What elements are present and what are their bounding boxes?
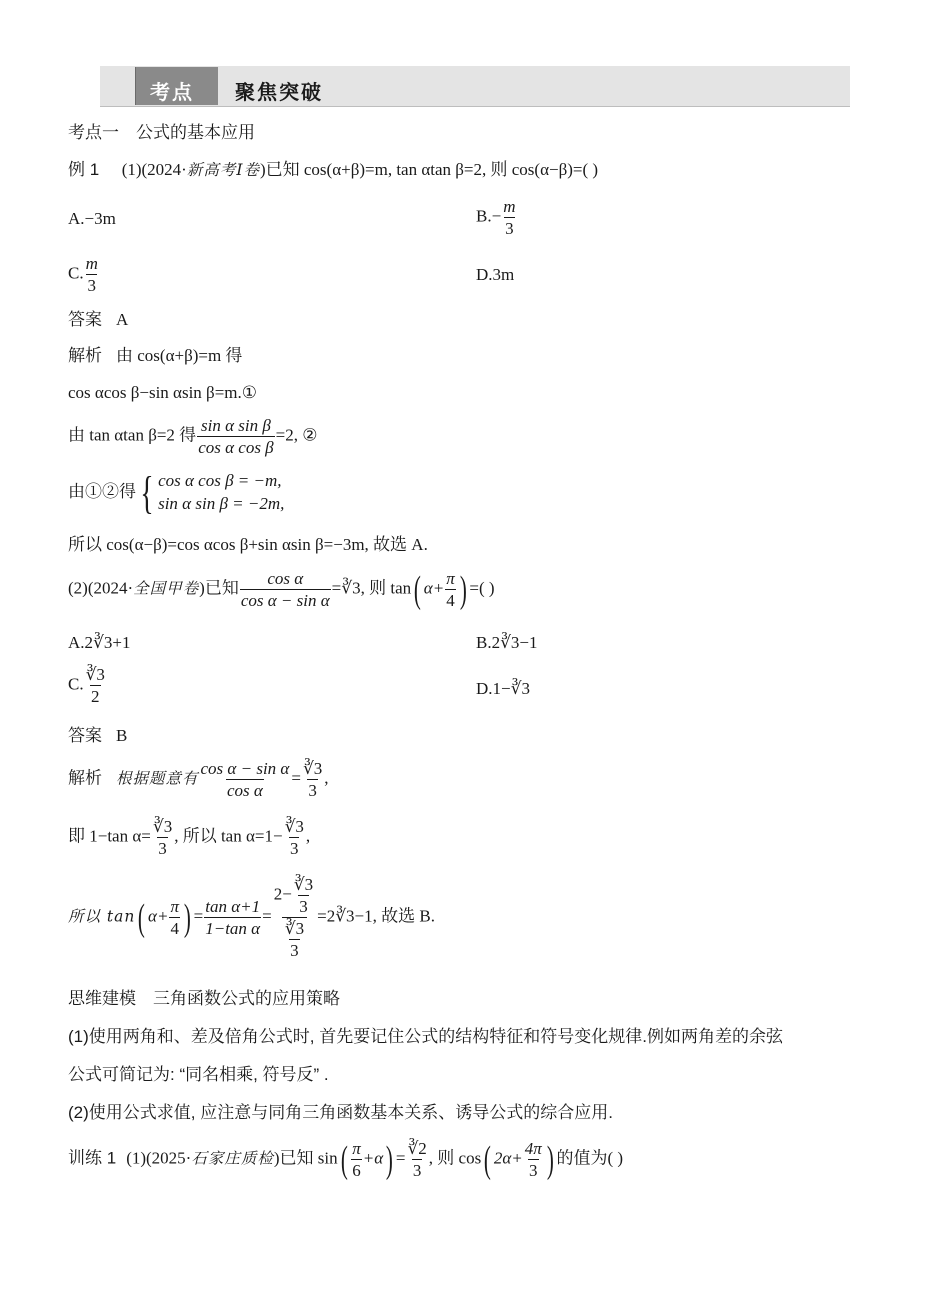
- fraction-denominator: 3: [87, 276, 96, 295]
- fraction-denominator: 2: [91, 687, 100, 706]
- analysis-fraction: [152, 818, 173, 857]
- training-paren-text: 2α+: [493, 1148, 523, 1168]
- system-line-2: sin α sin β = −2m,: [158, 494, 285, 513]
- q2-answer: [68, 727, 127, 744]
- equals-sign: =: [193, 906, 204, 926]
- analysis-text: 由①②得: [68, 481, 136, 501]
- fraction-denominator: 3: [412, 1161, 422, 1180]
- model-paragraph-2: (2)使用公式求值, 应注意与同角三角函数基本关系、诱导公式的综合应用.: [68, 1103, 613, 1122]
- example-1-question-1: [68, 161, 598, 179]
- training-fraction: [351, 1140, 362, 1179]
- model-paragraph-1a: (1)使用两角和、差及倍角公式时, 首先要记住公式的结构特征和符号变化规律.例如两角差的余弦: [68, 1027, 783, 1046]
- analysis-text: =2, ②: [275, 425, 318, 445]
- fraction-denominator: 4: [170, 919, 179, 938]
- fraction-numerator: ∛3: [302, 759, 323, 778]
- right-paren: ): [183, 896, 191, 939]
- q1-analysis-line-5: 所以 cos(α−β)=cos αcos β+sin αsin β=−3m, 故选 A.: [68, 535, 428, 554]
- numerator-text: 2−: [273, 884, 292, 904]
- training-source: 石家庄质检: [191, 1149, 274, 1168]
- fraction-denominator: 1−tan α: [205, 919, 261, 938]
- section-header-tab-label: 考点: [150, 80, 194, 104]
- q1-option-c: [68, 255, 100, 294]
- q2-prefix: (2)(2024·: [68, 578, 134, 598]
- left-brace: {: [140, 467, 154, 518]
- training-prefix: (1)(2025·: [126, 1148, 192, 1168]
- fraction-denominator: 3: [308, 781, 317, 800]
- fraction-denominator: 3: [529, 1161, 538, 1180]
- analysis-fraction: [197, 417, 274, 456]
- q1-analysis-line-3: [68, 417, 317, 456]
- example-label: 例 1: [68, 160, 100, 179]
- q2-analysis-line-1: [68, 760, 329, 799]
- analysis-text: 所以 tan: [68, 907, 136, 926]
- analysis-label: 解析: [68, 768, 102, 788]
- fraction-denominator: 6: [352, 1161, 361, 1180]
- q2-text: =∛3, 则 tan: [331, 578, 412, 598]
- q2-option-d: D.1−∛3: [476, 679, 530, 698]
- fraction-denominator: 4: [446, 591, 455, 610]
- compound-denominator: [282, 917, 307, 959]
- fraction-numerator: π: [446, 569, 455, 588]
- equals-sign: =: [291, 768, 301, 788]
- section-title: 考点一 公式的基本应用: [68, 123, 255, 142]
- analysis-text: 根据题意有: [116, 769, 199, 788]
- q1-prefix: (1)(2024·: [121, 160, 187, 179]
- training-fraction: [524, 1140, 543, 1179]
- q2-option-c-fraction: [85, 666, 106, 705]
- compound-fraction: [273, 876, 316, 959]
- q2-option-c-prefix: C.: [68, 674, 84, 694]
- analysis-fraction: [302, 760, 323, 799]
- training-fraction: [406, 1140, 427, 1179]
- fraction-numerator: ∛3: [152, 817, 173, 836]
- left-paren: (: [484, 1138, 492, 1181]
- analysis-text: , 所以 tan α=1−: [174, 826, 283, 846]
- model-paragraph-1b: 公式可简记为: “同名相乘, 符号反” .: [68, 1065, 329, 1084]
- training-1-question-1: [68, 1140, 623, 1179]
- analysis-text: 由 cos(α+β)=m 得: [116, 346, 243, 365]
- q1-analysis-line-4: [68, 467, 285, 518]
- paren-text: α+: [148, 906, 169, 926]
- fraction-denominator: 3: [290, 941, 299, 960]
- fraction-numerator: ∛2: [407, 1139, 427, 1158]
- q2-fraction: [240, 570, 331, 609]
- fraction-numerator: ∛3: [85, 665, 105, 684]
- left-paren: (: [340, 1138, 348, 1181]
- equals-sign: =: [395, 1148, 406, 1168]
- q1-option-d: D.3m: [476, 265, 515, 284]
- q1-option-c-fraction: [85, 255, 99, 294]
- q1-option-b-fraction: [502, 198, 516, 237]
- answer-value: B: [116, 726, 128, 745]
- right-paren: ): [546, 1138, 554, 1181]
- answer-value: A: [116, 310, 129, 329]
- analysis-text: 由 tan αtan β=2 得: [68, 425, 197, 445]
- q1-source: 新高考Ⅰ卷: [186, 161, 260, 179]
- right-paren: ): [459, 568, 467, 611]
- q2-paren-fraction: [445, 570, 456, 609]
- q2-source: 全国甲卷: [133, 579, 200, 598]
- answer-label: 答案: [68, 726, 102, 745]
- q2-paren-text: α+: [423, 578, 445, 598]
- q2-text: )已知: [199, 578, 239, 598]
- training-paren-text: +α: [362, 1148, 384, 1168]
- fraction-denominator: cos α cos β: [198, 438, 274, 457]
- analysis-fraction: [200, 760, 291, 799]
- fraction-denominator: 3: [299, 897, 308, 916]
- analysis-text: =2∛3−1, 故选 B.: [317, 906, 435, 926]
- system-line-1: cos α cos β = −m,: [158, 471, 282, 491]
- fraction-numerator: sin α sin β: [201, 416, 271, 435]
- inner-fraction: [284, 920, 305, 959]
- equals-sign: =: [262, 906, 272, 926]
- model-title: 思维建模 三角函数公式的应用策略: [68, 989, 340, 1008]
- fraction-denominator: 3: [289, 839, 299, 858]
- fraction-numerator: ∛3: [284, 817, 304, 836]
- fraction-numerator: tan α+1: [205, 897, 261, 916]
- answer-label: 答案: [68, 310, 102, 329]
- q1-option-a: A.−3m: [68, 209, 116, 228]
- q2-option-c: [68, 666, 107, 705]
- fraction-numerator: 4π: [524, 1139, 542, 1158]
- equation-system: [158, 470, 284, 516]
- example-1-question-2: [68, 570, 495, 609]
- right-paren: ): [386, 1138, 394, 1181]
- analysis-text: 即 1−tan α=: [68, 826, 151, 846]
- analysis-text: ,: [305, 826, 311, 846]
- fraction-numerator: π: [352, 1139, 361, 1158]
- q1-analysis-line-1: [68, 347, 242, 364]
- training-text: )已知 sin: [273, 1148, 338, 1168]
- q2-analysis-line-3: [68, 876, 435, 959]
- section-header-title: 聚焦突破: [235, 80, 323, 104]
- inner-fraction: [293, 876, 314, 915]
- left-paren: (: [138, 896, 146, 939]
- paren-fraction: [169, 898, 180, 937]
- fraction-numerator: ∛3: [284, 919, 305, 938]
- fraction-numerator: π: [170, 897, 179, 916]
- fraction-denominator: 3: [505, 219, 514, 238]
- analysis-label: 解析: [68, 346, 102, 365]
- compound-numerator: [273, 876, 316, 917]
- q1-option-c-prefix: C.: [68, 263, 84, 283]
- q2-analysis-line-2: [68, 818, 310, 857]
- q1-analysis-line-2: cos αcos β−sin αsin β=m.①: [68, 383, 258, 402]
- analysis-text: ,: [324, 768, 329, 788]
- training-text: , 则 cos: [428, 1148, 482, 1168]
- fraction-denominator: 3: [158, 839, 167, 858]
- fraction-numerator: ∛3: [293, 875, 314, 894]
- q2-option-b: B.2∛3−1: [476, 633, 538, 652]
- training-label: 训练 1: [68, 1148, 117, 1168]
- q1-option-b: [476, 198, 517, 237]
- q1-option-b-prefix: B.−: [476, 206, 502, 226]
- analysis-fraction: [204, 898, 261, 937]
- fraction-numerator: m: [503, 197, 516, 216]
- fraction-numerator: m: [85, 254, 98, 273]
- q2-text: =( ): [469, 578, 495, 598]
- q2-option-a: A.2∛3+1: [68, 633, 131, 652]
- q1-stem: )已知 cos(α+β)=m, tan αtan β=2, 则 cos(α−β)=( ): [259, 160, 599, 179]
- left-paren: (: [413, 568, 421, 611]
- fraction-denominator: cos α − sin α: [240, 591, 330, 610]
- training-text: 的值为( ): [556, 1148, 624, 1168]
- fraction-numerator: cos α: [267, 569, 304, 588]
- fraction-denominator: cos α: [227, 781, 263, 800]
- q1-answer: [68, 311, 128, 328]
- analysis-fraction: [284, 818, 305, 857]
- fraction-numerator: cos α − sin α: [200, 759, 290, 778]
